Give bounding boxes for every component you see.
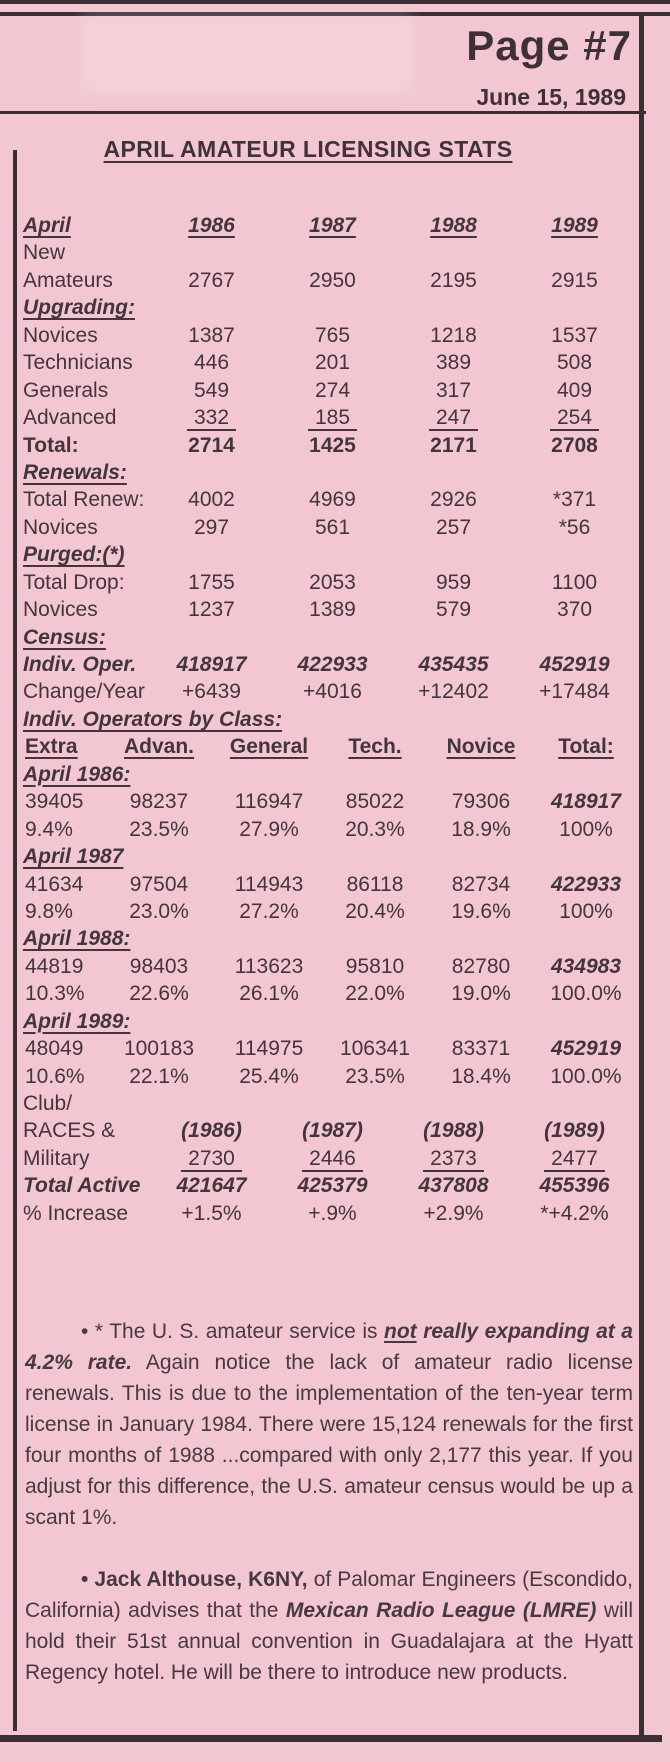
- underlined-value: 2477: [544, 1147, 605, 1172]
- table-cell: 20.3%: [345, 817, 405, 841]
- class-group-label: [23, 1010, 130, 1033]
- table-cell: Amateurs: [23, 268, 113, 292]
- table-cell: 9.8%: [25, 899, 73, 923]
- table-cell: +.9%: [308, 1201, 357, 1225]
- table-cell: 434983: [550, 954, 622, 978]
- table-cell: [393, 1090, 514, 1117]
- class-table-body: [23, 761, 635, 1090]
- class-group-label-row: [23, 761, 635, 788]
- table-cell: 2171: [430, 433, 477, 457]
- table-cell: 418917: [176, 653, 247, 676]
- table-cell: 409: [556, 378, 593, 402]
- table-row: [23, 596, 635, 623]
- table-cell: +6439: [182, 680, 241, 704]
- table-cell: Change/Year: [23, 680, 145, 704]
- table-cell: 561: [314, 515, 351, 539]
- table-cell: 114943: [234, 872, 304, 896]
- underlined-value: 254: [550, 406, 599, 431]
- paragraph: [25, 1564, 633, 1688]
- section-row: [23, 459, 635, 486]
- table-row: [23, 239, 635, 266]
- table-cell: 97504: [129, 872, 189, 896]
- table-cell-text: Upgrading:: [23, 296, 135, 320]
- section-label: [23, 543, 125, 566]
- table-cell: 959: [435, 570, 472, 594]
- table-cell: [393, 239, 514, 266]
- military-row: [23, 1145, 635, 1172]
- table-cell: Total Renew:: [23, 488, 145, 512]
- table-cell: +4016: [303, 680, 362, 704]
- table-row: [23, 432, 635, 459]
- table-cell: [393, 1145, 514, 1174]
- table-cell: 116947: [234, 790, 304, 814]
- table-cell: Novices: [23, 323, 98, 347]
- table-cell: 2926: [430, 488, 477, 512]
- table-cell: 44819: [25, 954, 84, 978]
- table-cell: 98403: [129, 954, 189, 978]
- table-cell: Novices: [23, 515, 98, 539]
- table-cell: 106341: [339, 1037, 411, 1061]
- table-cell: 452919: [539, 653, 610, 676]
- table-cell: 95810: [345, 954, 405, 978]
- table-cell: 27.9%: [239, 817, 299, 841]
- table-cell: *+4.2%: [540, 1201, 609, 1225]
- table-cell: 1100: [551, 570, 598, 594]
- text-segment: The U. S. amateur service is: [109, 1320, 385, 1343]
- text-segment: Again notice the lack of amateur radio license renewals. This is due to the implementation of the ten-year term license in January 1984. There were 15,124 renewals for the first four months of 1988 ...compared with only 2,177 this year. If you adjust for this difference, the U.S. amateur census would be up a scant 1%.: [25, 1351, 634, 1529]
- table-cell: 113623: [234, 954, 304, 978]
- table-cell: 1755: [188, 570, 235, 594]
- table-cell-text: Purged:(*): [23, 543, 125, 567]
- table-cell: 425379: [297, 1174, 368, 1198]
- class-header-row: [23, 733, 635, 760]
- class-section-heading: Indiv. Operators by Class:: [23, 707, 283, 731]
- table-cell: 1218: [430, 323, 477, 347]
- top-rule-inner: [0, 12, 670, 16]
- table-cell-text: 1989: [551, 214, 598, 237]
- table-cell: 257: [435, 515, 472, 539]
- table-cell: 317: [435, 378, 472, 402]
- table-row: [23, 486, 635, 513]
- table-cell: 4969: [309, 488, 356, 512]
- section-label: [23, 296, 135, 319]
- table-row: [23, 267, 635, 294]
- table-cell: 22.0%: [345, 982, 405, 1006]
- table-cell: 18.4%: [451, 1064, 511, 1088]
- table-cell: 1389: [309, 598, 356, 622]
- table-cell: 549: [193, 378, 230, 402]
- scan-bleedthrough: [82, 14, 412, 92]
- table-cell-text: April 1989:: [23, 1009, 131, 1033]
- table-cell: 297: [193, 515, 230, 539]
- right-border: [639, 12, 644, 1741]
- section-label: [23, 461, 127, 484]
- table-cell: +1.5%: [181, 1201, 242, 1225]
- table-cell: Total Active: [23, 1174, 141, 1198]
- class-group-label: [23, 845, 123, 868]
- table-cell: (1987): [302, 1119, 363, 1143]
- table-cell: 765: [314, 323, 351, 347]
- class-counts-row: [23, 1035, 635, 1062]
- stats-col-year: [272, 212, 393, 239]
- table-cell: *56: [558, 515, 591, 539]
- table-cell: [272, 404, 393, 433]
- table-cell: 98237: [129, 790, 189, 814]
- text-segment: will hold their 51st annual convention in Guadalajara at the Hyatt Regency hotel. He will be there to introduce new products.: [25, 1599, 633, 1684]
- table-cell: 100%: [559, 817, 613, 841]
- table-cell: 85022: [345, 790, 405, 814]
- table-cell: 437808: [418, 1174, 489, 1198]
- table-cell: 41634: [25, 872, 84, 896]
- class-col-header: [23, 733, 105, 760]
- table-cell: 1425: [309, 433, 356, 457]
- table-cell-text: April 1987: [23, 845, 124, 869]
- table-cell: 2708: [551, 433, 598, 457]
- table-cell: +2.9%: [423, 1201, 484, 1225]
- table-cell: 83371: [451, 1037, 511, 1061]
- stats-col-year: [514, 212, 635, 239]
- class-counts-row: [23, 871, 635, 898]
- class-group-label-row: [23, 843, 635, 870]
- table-cell: 10.6%: [25, 1064, 85, 1088]
- paragraph: [25, 1316, 633, 1533]
- class-counts-row: [23, 953, 635, 980]
- class-col-header: [105, 733, 213, 760]
- table-cell-text: 1988: [430, 214, 477, 237]
- table-cell: [514, 239, 635, 266]
- table-cell: 82734: [451, 872, 511, 896]
- table-cell: 579: [435, 598, 472, 622]
- table-cell: 22.1%: [129, 1064, 189, 1088]
- table-cell-text: April 1988:: [23, 927, 131, 951]
- table-cell: 422933: [297, 653, 368, 676]
- stats-table: [23, 212, 635, 706]
- class-counts-row: [23, 788, 635, 815]
- stats-header-row: [23, 212, 635, 239]
- table-row: [23, 569, 635, 596]
- table-cell: Military: [23, 1146, 90, 1170]
- left-border: [13, 150, 17, 1731]
- stats-tables: [23, 212, 635, 1227]
- table-row: [23, 678, 635, 705]
- races-years-row: [23, 1117, 635, 1144]
- table-cell: 418917: [550, 790, 622, 814]
- table-cell: 22.6%: [129, 982, 189, 1006]
- table-cell-text: Novice: [446, 735, 516, 759]
- table-cell: 389: [435, 351, 472, 375]
- table-cell: 4002: [188, 488, 235, 512]
- table-cell: 2950: [309, 268, 356, 292]
- table-cell-text: Advan.: [123, 735, 194, 759]
- table-cell: 18.9%: [451, 817, 511, 841]
- table-cell: RACES &: [23, 1119, 116, 1143]
- table-cell: Novices: [23, 598, 98, 622]
- table-cell: [514, 1090, 635, 1117]
- table-cell: 23.5%: [129, 817, 189, 841]
- table-cell: [514, 404, 635, 433]
- table-cell: 26.1%: [239, 982, 299, 1006]
- table-row: [23, 651, 635, 678]
- table-cell-text: Renewals:: [23, 460, 127, 484]
- table-cell: [151, 404, 272, 433]
- table-cell: 9.4%: [25, 817, 73, 841]
- table-cell: 48049: [25, 1037, 84, 1061]
- table-cell: 100.0%: [550, 1064, 622, 1088]
- table-cell: Club/: [23, 1092, 73, 1115]
- table-cell-text: Tech.: [348, 735, 402, 759]
- table-cell: 452919: [550, 1037, 622, 1061]
- underlined-value: 332: [187, 406, 236, 431]
- table-cell: 23.0%: [129, 899, 189, 923]
- table-cell: 370: [556, 598, 593, 622]
- class-col-header: [325, 733, 425, 760]
- section-row: [23, 624, 635, 651]
- body-copy: [25, 1316, 633, 1719]
- table-cell: 100183: [123, 1037, 195, 1061]
- table-cell: Total Drop:: [23, 570, 125, 594]
- table-cell-text: Census:: [23, 625, 106, 649]
- table-cell: 27.2%: [239, 899, 299, 923]
- underlined-value: 2373: [423, 1147, 484, 1172]
- class-percent-row: [23, 816, 635, 843]
- table-cell: Technicians: [23, 351, 133, 375]
- table-cell: [151, 1145, 272, 1174]
- table-cell: 2195: [430, 268, 477, 292]
- table-row: [23, 514, 635, 541]
- table-cell: 100.0%: [550, 982, 622, 1006]
- table-cell-text: 1986: [188, 214, 235, 237]
- table-cell: +12402: [418, 680, 489, 704]
- table-cell: 422933: [550, 872, 622, 896]
- table-row: [23, 404, 635, 431]
- class-percent-row: [23, 898, 635, 925]
- bottom-rule: [0, 1735, 662, 1742]
- table-cell: 2714: [188, 433, 235, 457]
- table-cell-text: Extra: [25, 735, 78, 759]
- top-rule-outer: [0, 0, 670, 4]
- table-cell: 446: [193, 351, 230, 375]
- table-cell: 20.4%: [345, 899, 405, 923]
- stats-col-year: [151, 212, 272, 239]
- table-cell: 114975: [234, 1037, 304, 1061]
- table-row: [23, 377, 635, 404]
- class-col-header: [537, 733, 635, 760]
- text-segment: Mexican Radio League (LMRE): [285, 1599, 597, 1622]
- class-group-label: [23, 927, 130, 950]
- stats-col-label: [23, 212, 151, 239]
- class-table: [23, 733, 635, 1090]
- table-cell: 2767: [188, 268, 235, 292]
- table-cell: 201: [314, 351, 351, 375]
- table-cell: 421647: [176, 1174, 247, 1198]
- table-cell: 10.3%: [25, 982, 85, 1006]
- underlined-value: 2730: [181, 1147, 242, 1172]
- table-cell: [272, 1090, 393, 1117]
- table-cell: 19.0%: [451, 982, 511, 1006]
- table-cell: [272, 239, 393, 266]
- table-cell: 19.6%: [451, 899, 511, 923]
- page-number: Page #7: [466, 22, 632, 69]
- table-row: [23, 322, 635, 349]
- table-cell: [514, 1145, 635, 1174]
- section-label: [23, 626, 106, 649]
- table-cell: Advanced: [23, 406, 117, 430]
- table-cell: 274: [314, 378, 351, 402]
- table-cell: 455396: [539, 1174, 610, 1198]
- table-cell: Generals: [23, 378, 109, 402]
- stats-table-body: [23, 239, 635, 705]
- table-cell-text: April 1986:: [23, 762, 131, 786]
- table-cell: New: [23, 241, 66, 265]
- class-percent-row: [23, 1063, 635, 1090]
- table-cell: 79306: [451, 790, 511, 814]
- table-cell: % Increase: [23, 1201, 129, 1225]
- club-label-row: [23, 1090, 635, 1117]
- table-cell: 25.4%: [239, 1064, 299, 1088]
- table-cell-text: April: [23, 214, 71, 237]
- text-segment: • Jack Althouse, K6NY,: [81, 1568, 314, 1591]
- class-group-label: [23, 763, 130, 786]
- table-cell: 86118: [346, 872, 404, 896]
- table-cell: 2053: [309, 570, 356, 594]
- table-cell: 1237: [188, 598, 235, 622]
- table-cell-text: 1987: [309, 214, 356, 237]
- table-cell-text: Total:: [558, 735, 614, 759]
- text-segment: really expanding at a 4.2% rate.: [25, 1320, 633, 1374]
- underlined-value: 185: [308, 406, 357, 431]
- table-cell: *371: [552, 488, 597, 512]
- text-segment: • *: [81, 1320, 110, 1343]
- class-percent-row: [23, 980, 635, 1007]
- table-cell: Indiv. Oper.: [23, 653, 137, 676]
- article-title: APRIL AMATEUR LICENSING STATS: [103, 136, 513, 162]
- table-cell: (1988): [423, 1119, 484, 1143]
- table-cell-text: General: [229, 735, 309, 759]
- class-group-label-row: [23, 1008, 635, 1035]
- issue-date: June 15, 1989: [476, 84, 626, 110]
- section-row: [23, 294, 635, 321]
- table-cell: 82780: [451, 954, 511, 978]
- table-cell: (1989): [544, 1119, 605, 1143]
- table-row: [23, 349, 635, 376]
- class-col-header: [425, 733, 537, 760]
- table-cell: 100%: [559, 899, 613, 923]
- club-table: [23, 1090, 635, 1227]
- class-group-label-row: [23, 925, 635, 952]
- underlined-value: 247: [429, 406, 478, 431]
- table-cell: 23.5%: [345, 1064, 405, 1088]
- table-cell: [151, 239, 272, 266]
- text-segment: of Palomar Engineers (Escondido, California) advises that the: [25, 1568, 634, 1622]
- table-cell: 1387: [188, 323, 235, 347]
- table-cell: (1986): [181, 1119, 242, 1143]
- table-cell: 1537: [551, 323, 598, 347]
- table-cell: 508: [556, 351, 593, 375]
- text-segment: not: [384, 1320, 417, 1343]
- table-cell: 39405: [25, 790, 84, 814]
- table-cell: [151, 1090, 272, 1117]
- class-col-header: [213, 733, 325, 760]
- table-cell: +17484: [539, 680, 610, 704]
- section-row: [23, 541, 635, 568]
- underlined-value: 2446: [302, 1147, 363, 1172]
- stats-col-year: [393, 212, 514, 239]
- table-cell: 435435: [418, 653, 489, 676]
- table-cell: Total:: [23, 433, 79, 457]
- table-cell: 2915: [551, 268, 598, 292]
- table-cell: [393, 404, 514, 433]
- percent-increase-row: [23, 1200, 635, 1227]
- total-active-row: [23, 1172, 635, 1199]
- table-cell: [272, 1145, 393, 1174]
- header-rule: [0, 111, 646, 114]
